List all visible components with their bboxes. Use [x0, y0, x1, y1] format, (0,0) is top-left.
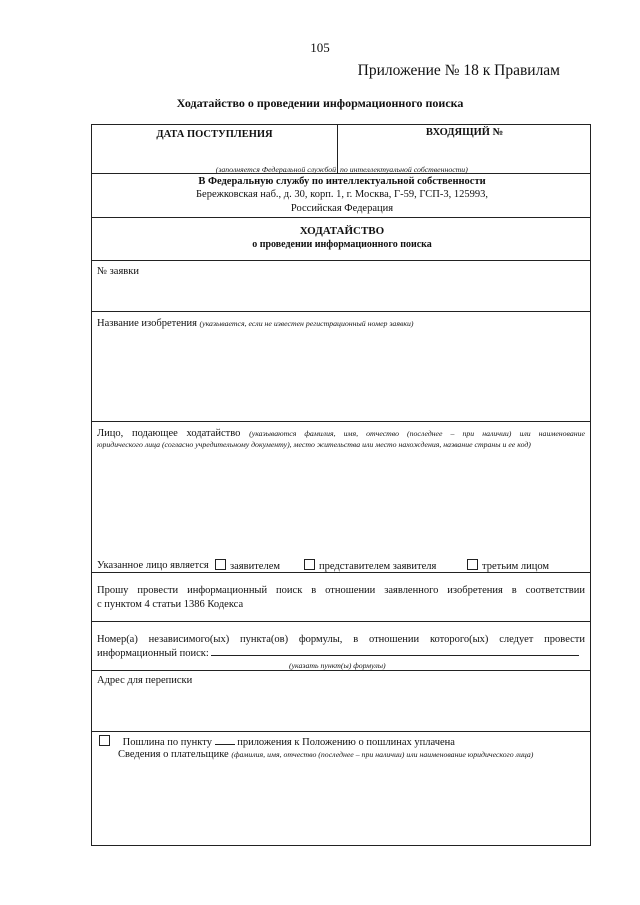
page-number: 105	[310, 40, 330, 55]
checkbox-third-party[interactable]	[467, 559, 478, 570]
applicant-hint-2: юридического лица (согласно учредительному документу), место жительства или место нахождения, название страны и ее код)	[97, 440, 531, 449]
claims-input-line[interactable]	[211, 655, 579, 656]
role-applicant-label: заявителем	[230, 561, 281, 572]
fill-note-left: (заполняется Федеральной службой	[215, 165, 336, 174]
fill-note-right: по интеллектуальной собственности)	[340, 165, 468, 174]
form-title: ХОДАТАЙСТВО	[299, 225, 385, 237]
role-third-party-option[interactable]	[467, 559, 549, 573]
checkbox-representative[interactable]	[304, 559, 315, 570]
role-row	[97, 559, 209, 572]
invention-name-field[interactable]	[97, 317, 413, 330]
role-representative-option[interactable]	[304, 559, 436, 573]
fee-prefix: Пошлина по пункту	[122, 737, 212, 748]
request-line-2: с пунктом 4 статьи 1386 Кодекса	[97, 599, 244, 610]
invention-name-label: Название изобретения	[97, 318, 197, 329]
divider	[92, 260, 590, 261]
petition-form	[91, 124, 591, 846]
claims-label: информационный поиск:	[97, 648, 209, 659]
correspondence-address-label: Адрес для переписки	[97, 675, 193, 686]
role-third-party-label: третьим лицом	[482, 561, 550, 572]
document-title: Ходатайство о проведении информационного поиска	[176, 96, 464, 110]
applicant-label: Лицо, подающее ходатайство	[97, 428, 241, 439]
divider	[92, 421, 590, 422]
claims-line-1: Номер(а) независимого(ых) пункта(ов) формулы, в отношении которого(ых) следует провести	[97, 634, 585, 645]
divider	[92, 572, 590, 573]
divider	[92, 670, 590, 671]
divider	[92, 731, 590, 732]
date-received-label: ДАТА ПОСТУПЛЕНИЯ	[156, 129, 273, 140]
payer-hint: (фамилия, имя, отчество (последнее – при наличии) или наименование юридического лица)	[231, 750, 534, 759]
addressee-line-1: В Федеральную службу по интеллектуальной собственности	[198, 176, 486, 187]
checkbox-applicant[interactable]	[215, 559, 226, 570]
role-applicant-option[interactable]	[215, 559, 280, 573]
applicant-hint-1: (указываются фамилия, имя, отчество (последнее – при наличии) или наименование	[249, 429, 586, 438]
incoming-number-label: ВХОДЯЩИЙ №	[425, 127, 504, 138]
addressee-line-2: Бережковская наб., д. 30, корп. 1, г. Москва, Г-59, ГСП-3, 125993,	[196, 189, 488, 200]
checkbox-fee[interactable]	[99, 735, 110, 746]
addressee-line-3: Российская Федерация	[290, 203, 394, 214]
divider	[92, 311, 590, 312]
divider	[92, 173, 590, 174]
claims-hint: (указать пункт(ы) формулы)	[289, 661, 386, 670]
divider	[92, 217, 590, 218]
payer-label: Сведения о плательщике	[118, 749, 229, 760]
fee-row[interactable]	[99, 735, 455, 749]
role-prefix: Указанное лицо является	[97, 560, 209, 571]
appendix-heading: Приложение № 18 к Правилам	[357, 62, 560, 79]
request-line-1: Прошу провести информационный поиск в отношении заявленного изобретения в соответствии	[97, 585, 585, 596]
fee-item-input-line[interactable]	[215, 744, 235, 745]
payer-row	[118, 748, 533, 761]
invention-name-hint: (указывается, если не известен регистрационный номер заявки)	[199, 319, 414, 328]
form-subtitle: о проведении информационного поиска	[252, 239, 432, 250]
divider	[92, 621, 590, 622]
application-number-label: № заявки	[97, 266, 139, 277]
fee-suffix: приложения к Положению о пошлинах уплачена	[237, 737, 455, 748]
role-representative-label: представителем заявителя	[319, 561, 437, 572]
